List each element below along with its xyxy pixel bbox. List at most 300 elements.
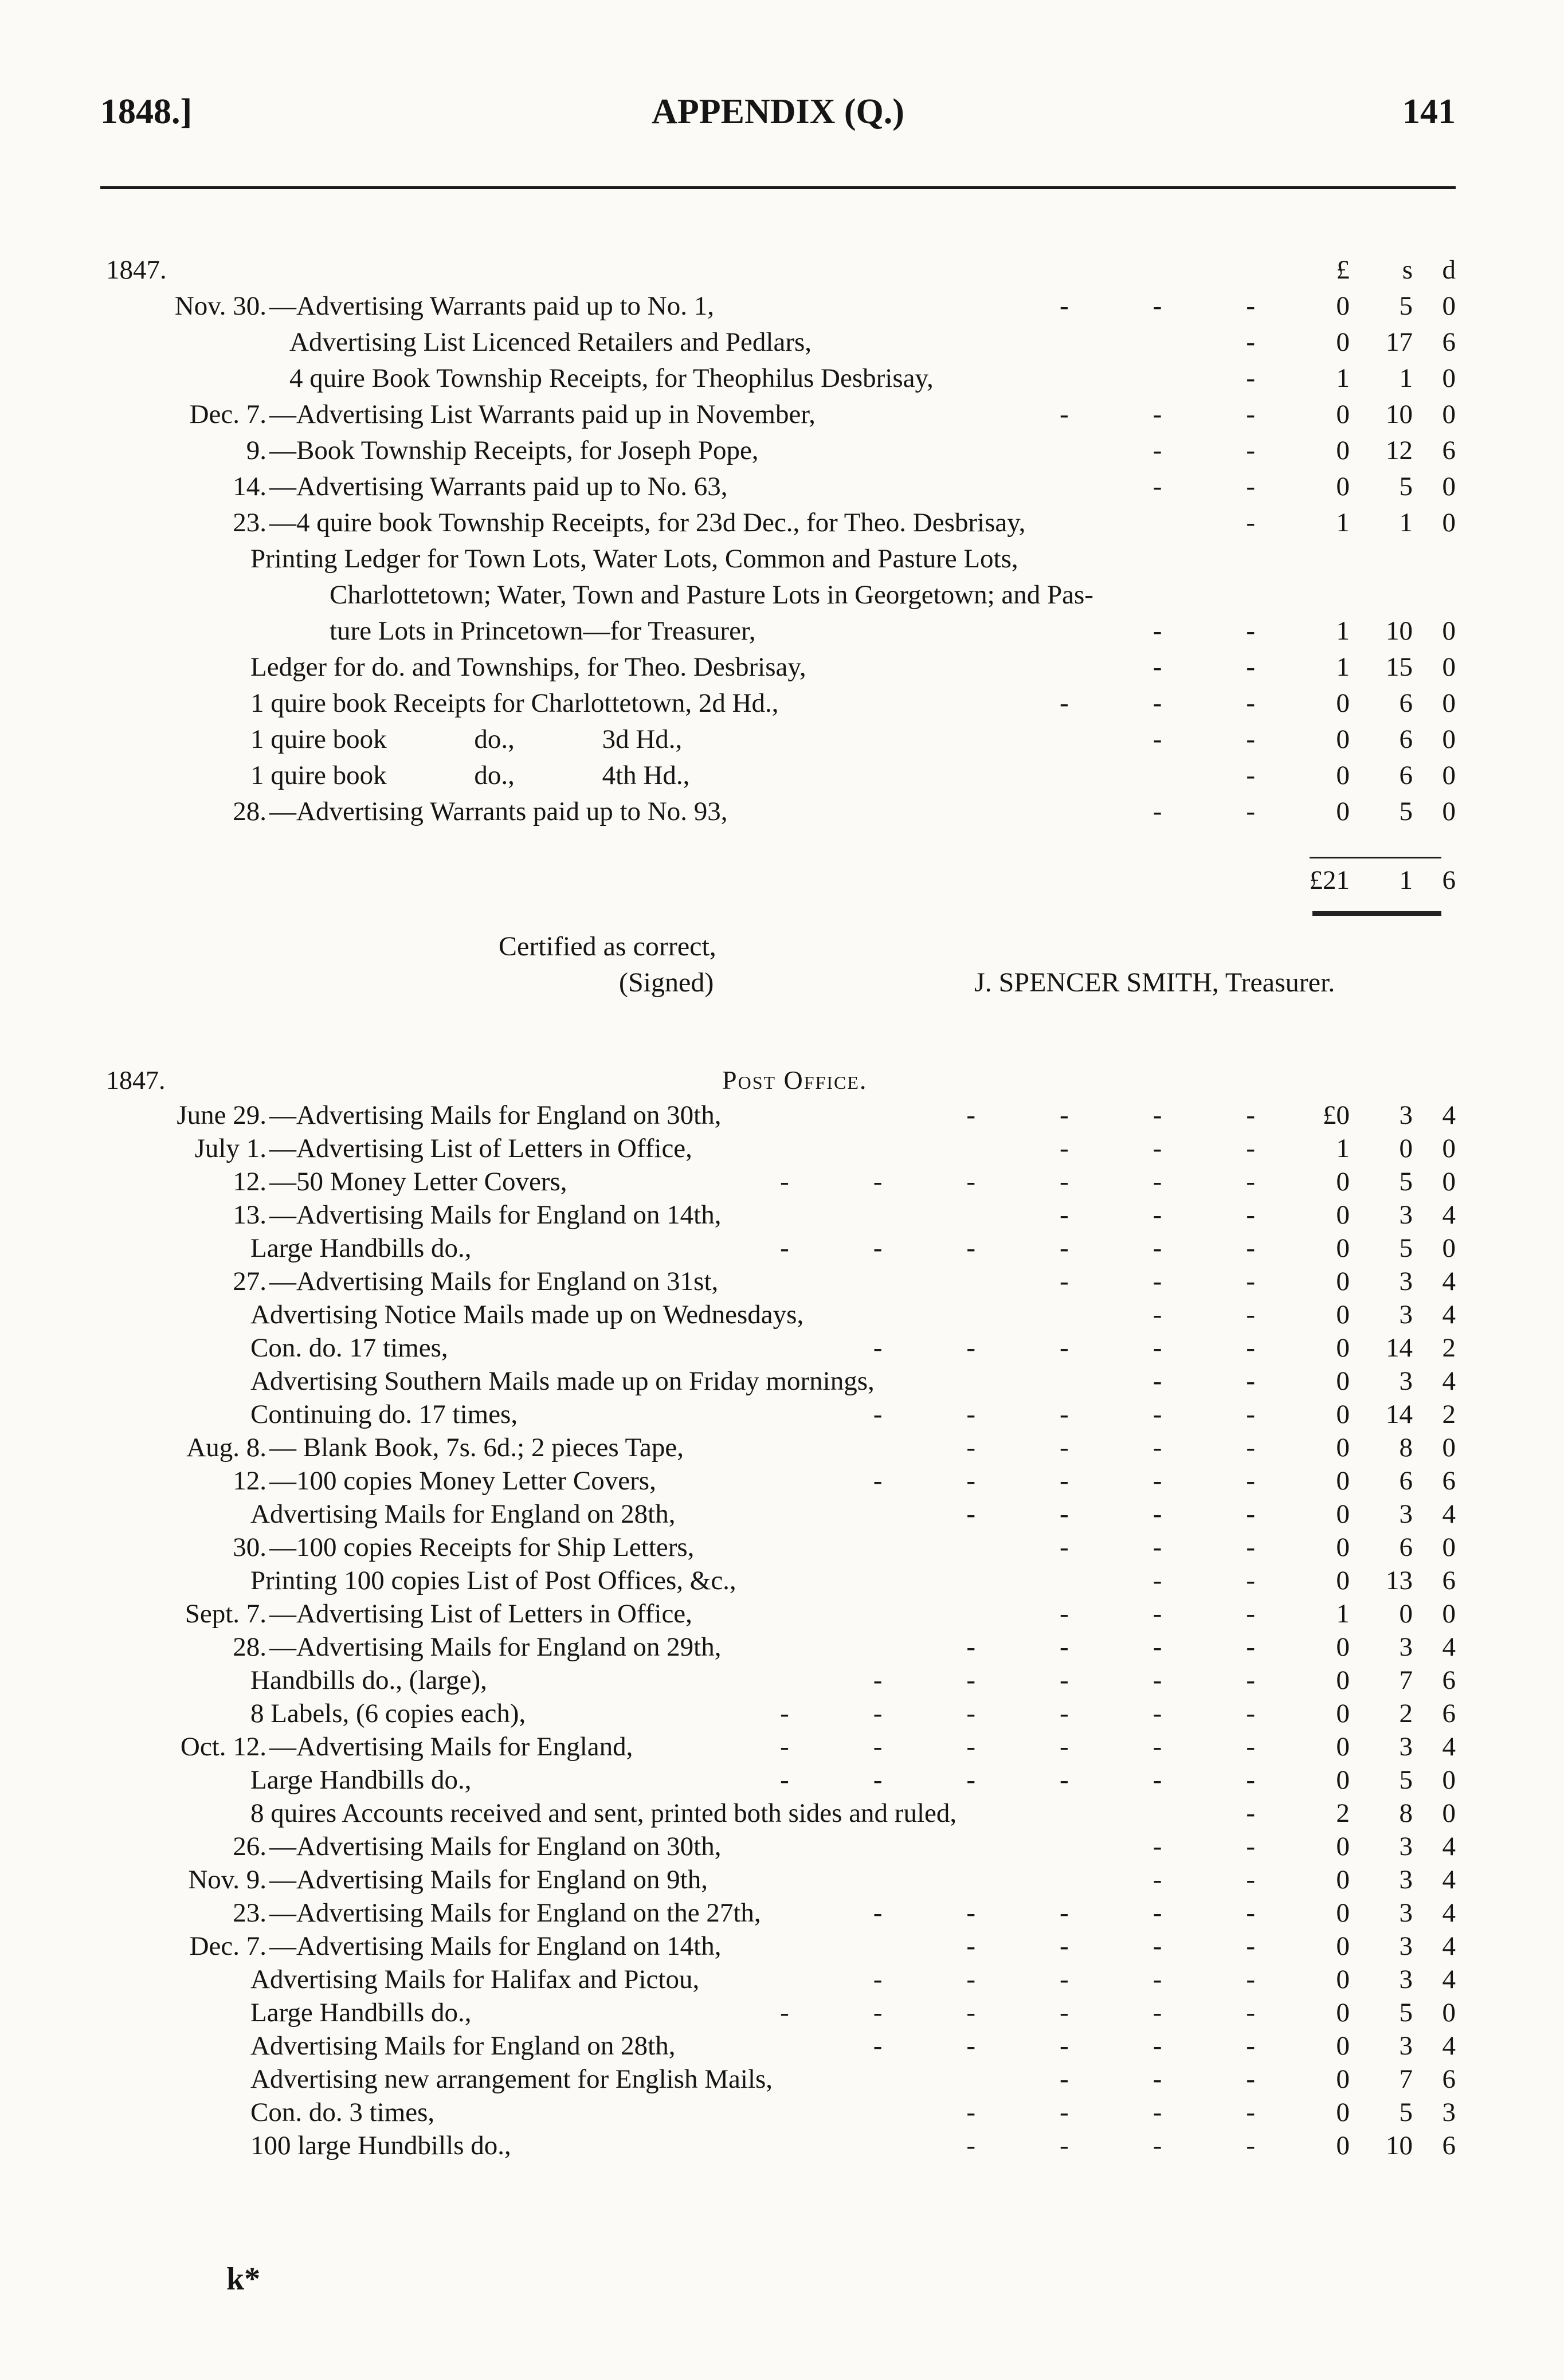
amount-pounds: 1 [1336,652,1350,682]
amount-pence: 0 [1442,291,1456,321]
amount-pounds: 0 [1336,1732,1350,1762]
shillings-head: s [1402,255,1413,285]
amount-shillings: 13 [1386,1566,1413,1595]
entry-date: Aug. 8. [186,1433,266,1462]
amount-pounds: 0 [1336,688,1350,718]
section2-heading-row [100,1061,1461,1099]
entry-description: Advertising new arrangement for English Mails, [250,2064,773,2094]
ledger-row [100,1464,1461,1497]
entry-description: —Advertising Mails for England on the 27th, [269,1898,761,1928]
entry-description: —Advertising Mails for England on 9th, [269,1865,708,1895]
amount-pence: 2 [1442,1399,1456,1429]
amount-pounds: 0 [1336,1832,1350,1861]
amount-pence: 0 [1442,1998,1456,2028]
ledger-row [100,1830,1461,1863]
leader-dashes: - - - - - [873,1665,1267,1695]
leader-dashes: - - - - [966,2097,1267,2127]
amount-shillings: 6 [1399,760,1413,790]
ledger-row [100,1630,1461,1664]
entry-description: Advertising Southern Mails made up on Friday mornings, [250,1366,875,1396]
amount-pounds: 0 [1336,724,1350,754]
amount-pence: 4 [1442,1865,1456,1895]
amount-shillings: 14 [1386,1399,1413,1429]
amount-pounds: 1 [1336,616,1350,646]
entry-date: 14. [233,472,266,501]
amount-pence: 0 [1442,1134,1456,1163]
amount-shillings: 14 [1386,1333,1413,1363]
leader-dashes: - - - - - - [780,1233,1267,1263]
entry-description: Advertising Mails for England on 28th, [250,1499,676,1529]
ledger-row [100,1797,1461,1830]
leader-dashes: - - - - [966,1632,1267,1662]
leader-dashes: - - - - - - [780,1765,1267,1795]
entry-description: Large Handbills do., [250,1765,472,1795]
amount-pounds: 0 [1336,399,1350,429]
ledger-row [100,1930,1461,1963]
amount-pence: 4 [1442,1931,1456,1961]
section1-entries [100,288,1461,830]
amount-pence: 6 [1442,1665,1456,1695]
ledger-row [100,433,1461,469]
ledger-row [100,1331,1461,1365]
ledger-row [100,1564,1461,1597]
amount-pounds: 0 [1336,1433,1350,1462]
amount-shillings: 7 [1399,2064,1413,2094]
amount-pounds: 0 [1336,1865,1350,1895]
leader-dashes: - - - - - [873,1399,1267,1429]
amount-pence: 0 [1442,1599,1456,1629]
ledger-row [100,1763,1461,1797]
certification-line: Certified as correct, [499,931,716,962]
entry-description: Printing 100 copies List of Post Offices, &c., [250,1566,736,1595]
amount-shillings: 3 [1399,1732,1413,1762]
amount-shillings: 15 [1386,652,1413,682]
amount-pounds: 0 [1336,1499,1350,1529]
leader-dashes: - - [1153,724,1267,754]
amount-shillings: 1 [1399,363,1413,393]
leader-dashes: - - [1153,1865,1267,1895]
entry-date: 13. [233,1200,266,1230]
total-pounds: £21 [1309,865,1350,895]
amount-shillings: 5 [1399,1765,1413,1795]
entry-description: ture Lots in Princetown—for Treasurer, [330,616,756,646]
amount-pence: 0 [1442,1233,1456,1263]
entry-description: —Advertising Warrants paid up to No. 93, [269,797,728,826]
pence-head: d [1442,255,1456,285]
amount-pence: 4 [1442,1732,1456,1762]
ledger-row [100,541,1461,577]
leader-dashes: - - [1153,1832,1267,1861]
entry-date: 26. [233,1832,266,1861]
amount-shillings: 2 [1399,1699,1413,1728]
ledger-row [100,288,1461,324]
leader-dashes: - - [1153,797,1267,826]
leader-dashes: - [1246,327,1267,357]
entry-description: Ledger for do. and Townships, for Theo. Desbrisay, [250,652,806,682]
amount-pence: 2 [1442,1333,1456,1363]
signature-mark: k* [226,2261,261,2297]
ledger-row [100,1099,1461,1132]
amount-pence: 0 [1442,472,1456,501]
ledger-row [100,649,1461,685]
entry-date: 9. [246,436,266,465]
amount-shillings: 6 [1399,688,1413,718]
section1-heading-row [100,252,1461,288]
amount-shillings: 7 [1399,1665,1413,1695]
amount-pounds: 0 [1336,1466,1350,1496]
ledger-row [100,397,1461,433]
entry-description: — Blank Book, 7s. 6d.; 2 pieces Tape, [269,1433,684,1462]
leader-dashes: - - - - - [873,1466,1267,1496]
ledger-row [100,1232,1461,1265]
entry-description: —Advertising Mails for England on 31st, [269,1267,719,1296]
leader-dashes: - - [1153,1366,1267,1396]
ledger-row [100,613,1461,649]
amount-pence: 0 [1442,1765,1456,1795]
ledger-row [100,1398,1461,1431]
entry-date: Nov. 9. [188,1865,266,1895]
amount-pounds: 0 [1336,436,1350,465]
ledger-row [100,2129,1461,2162]
amount-shillings: 6 [1399,724,1413,754]
running-head-title: APPENDIX (Q.) [652,92,904,131]
entry-description: 8 quires Accounts received and sent, printed both sides and ruled, [250,1798,957,1828]
ledger-row [100,1265,1461,1298]
leader-dashes: - - - - - [873,2031,1267,2061]
amount-pounds: 0 [1336,2064,1350,2094]
entry-date: 23. [233,1898,266,1928]
entry-description: —100 copies Receipts for Ship Letters, [269,1532,695,1562]
entry-description: —4 quire book Township Receipts, for 23d Dec., for Theo. Desbrisay, [269,508,1026,538]
ledger-row [100,685,1461,722]
leader-dashes: - [1246,1798,1267,1828]
amount-pounds: 0 [1336,327,1350,357]
amount-pounds: 0 [1336,1366,1350,1396]
leader-dashes: - - - - - - [780,1998,1267,2028]
amount-pence: 4 [1442,1832,1456,1861]
entry-description: 1 quire book Receipts for Charlottetown, 2d Hd., [250,688,779,718]
entry-date: 23. [233,508,266,538]
section2-year: 1847. [106,1065,166,1095]
amount-shillings: 1 [1399,508,1413,538]
amount-pounds: 1 [1336,1134,1350,1163]
entry-description: Advertising Notice Mails made up on Wednesdays, [250,1300,804,1330]
leader-dashes: - - - - [966,2131,1267,2161]
entry-description: 1 quire book do., 3d Hd., [250,724,683,754]
leader-dashes: - - - - - [873,1898,1267,1928]
leader-dashes: - - - - [966,1931,1267,1961]
leader-dashes: - - - [1060,399,1267,429]
total-pence: 6 [1442,865,1456,895]
amount-shillings: 3 [1399,1200,1413,1230]
leader-dashes: - - [1153,472,1267,501]
entry-description: —Advertising List of Letters in Office, [269,1134,692,1163]
ledger-row [100,360,1461,397]
amount-pounds: 0 [1336,1233,1350,1263]
leader-dashes: - [1246,363,1267,393]
amount-shillings: 3 [1399,1632,1413,1662]
amount-pounds: 0 [1336,1566,1350,1595]
entry-description: —Advertising List of Letters in Office, [269,1599,692,1629]
entry-description: —Advertising Warrants paid up to No. 1, [269,291,714,321]
amount-pounds: 0 [1336,1200,1350,1230]
amount-shillings: 3 [1399,1898,1413,1928]
ledger-row [100,1963,1461,1996]
amount-pence: 6 [1442,1566,1456,1595]
amount-pence: 0 [1442,1433,1456,1462]
amount-shillings: 3 [1399,1100,1413,1130]
section2-entries [100,1099,1461,2162]
leader-dashes: - - - [1060,2064,1267,2094]
entry-description: 8 Labels, (6 copies each), [250,1699,526,1728]
ledger-row [100,1531,1461,1564]
ledger-row [100,722,1461,758]
amount-pounds: 0 [1336,1300,1350,1330]
amount-shillings: 12 [1386,436,1413,465]
ledger-row [100,324,1461,360]
entry-description: —Advertising Mails for England on 14th, [269,1200,722,1230]
entry-description: —50 Money Letter Covers, [269,1167,567,1197]
entry-date: 12. [233,1167,266,1197]
ledger-row [100,1132,1461,1165]
ledger-row [100,1431,1461,1464]
amount-shillings: 17 [1386,327,1413,357]
entry-description: Con. do. 17 times, [250,1333,448,1363]
amount-pence: 0 [1442,1167,1456,1197]
ledger-row [100,1597,1461,1630]
total-double-rule [1312,911,1441,916]
amount-shillings: 0 [1399,1599,1413,1629]
ledger-row [100,1730,1461,1763]
amount-pounds: 0 [1336,1699,1350,1728]
amount-pence: 6 [1442,436,1456,465]
entry-description: —100 copies Money Letter Covers, [269,1466,656,1496]
amount-pounds: 0 [1336,1399,1350,1429]
entry-date: Sept. 7. [185,1599,266,1629]
amount-pence: 0 [1442,797,1456,826]
leader-dashes: - - [1153,652,1267,682]
amount-shillings: 5 [1399,2097,1413,2127]
amount-shillings: 5 [1399,472,1413,501]
ledger-row [100,1863,1461,1896]
leader-dashes: - - [1153,1566,1267,1595]
entry-date: July 1. [194,1134,266,1163]
section1-total-row [100,862,1461,899]
ledger-row [100,1497,1461,1531]
leader-dashes: - - - - - - [780,1699,1267,1728]
amount-shillings: 3 [1399,1832,1413,1861]
amount-pence: 0 [1442,508,1456,538]
amount-pence: 0 [1442,724,1456,754]
entry-date: Dec. 7. [189,1931,266,1961]
leader-dashes: - - [1153,616,1267,646]
entry-description: Advertising List Licenced Retailers and Pedlars, [289,327,812,357]
amount-pounds: 1 [1336,1599,1350,1629]
amount-pounds: 0 [1336,760,1350,790]
ledger-row [100,1996,1461,2029]
amount-pence: 0 [1442,363,1456,393]
leader-dashes: - - - [1060,1134,1267,1163]
leader-dashes: - - - - - [873,1333,1267,1363]
signed-label: (Signed) [619,967,714,998]
amount-shillings: 6 [1399,1532,1413,1562]
amount-pence: 3 [1442,2097,1456,2127]
ledger-row [100,1365,1461,1398]
amount-pence: 0 [1442,760,1456,790]
leader-dashes: - - - [1060,1200,1267,1230]
amount-pounds: 0 [1336,1931,1350,1961]
amount-shillings: 8 [1399,1798,1413,1828]
entry-description: Handbills do., (large), [250,1665,487,1695]
amount-pounds: 0 [1336,2031,1350,2061]
amount-pence: 6 [1442,2064,1456,2094]
amount-pounds: 0 [1336,1632,1350,1662]
entry-date: Nov. 30. [174,291,266,321]
amount-shillings: 3 [1399,1267,1413,1296]
entry-description: —Advertising Mails for England on 14th, [269,1931,722,1961]
amount-pence: 6 [1442,2131,1456,2161]
amount-shillings: 8 [1399,1433,1413,1462]
amount-pence: 4 [1442,2031,1456,2061]
ledger-row [100,794,1461,830]
amount-pounds: 0 [1336,2131,1350,2161]
amount-shillings: 3 [1399,1965,1413,1994]
leader-dashes: - - - - [966,1499,1267,1529]
ledger-row [100,2029,1461,2063]
amount-pence: 4 [1442,1632,1456,1662]
amount-pence: 4 [1442,1499,1456,1529]
entry-description: —Book Township Receipts, for Joseph Pope, [269,436,759,465]
leader-dashes: - - - [1060,1599,1267,1629]
entry-description: —Advertising Mails for England on 30th, [269,1100,722,1130]
amount-pence: 0 [1442,1798,1456,1828]
entry-description: Printing Ledger for Town Lots, Water Lots, Common and Pasture Lots, [250,544,1018,574]
amount-pence: 4 [1442,1267,1456,1296]
leader-dashes: - - [1153,1300,1267,1330]
treasurer-signature: J. SPENCER SMITH, Treasurer. [974,967,1335,998]
total-shillings: 1 [1399,865,1413,895]
entry-description: 100 large Hundbills do., [250,2131,511,2161]
amount-shillings: 5 [1399,797,1413,826]
header-rule [100,186,1456,189]
page-number: 141 [1402,92,1456,131]
ledger-row [100,469,1461,505]
leader-dashes: - - - - - [873,1965,1267,1994]
amount-pounds: £0 [1323,1100,1350,1130]
amount-pounds: 0 [1336,1965,1350,1994]
amount-pence: 0 [1442,616,1456,646]
amount-shillings: 5 [1399,291,1413,321]
entry-date: 28. [233,1632,266,1662]
amount-shillings: 10 [1386,2131,1413,2161]
entry-date: 27. [233,1267,266,1296]
amount-pence: 6 [1442,1466,1456,1496]
amount-pounds: 2 [1336,1798,1350,1828]
amount-shillings: 3 [1399,1366,1413,1396]
leader-dashes: - - - [1060,1532,1267,1562]
entry-description: 4 quire Book Township Receipts, for Theophilus Desbrisay, [289,363,934,393]
amount-pounds: 0 [1336,472,1350,501]
amount-shillings: 3 [1399,1499,1413,1529]
leader-dashes: - - - - - - [780,1167,1267,1197]
entry-date: Dec. 7. [189,399,266,429]
ledger-row [100,1165,1461,1198]
leader-dashes: - - [1153,436,1267,465]
treasurer-account-section [100,252,1461,830]
section1-year: 1847. [106,255,167,285]
amount-pence: 4 [1442,1366,1456,1396]
pounds-head: £ [1336,255,1350,285]
amount-pence: 0 [1442,1532,1456,1562]
entry-date: 28. [233,797,266,826]
amount-shillings: 10 [1386,616,1413,646]
amount-pounds: 0 [1336,2097,1350,2127]
amount-pounds: 0 [1336,1267,1350,1296]
ledger-row [100,2096,1461,2129]
entry-date: 30. [233,1532,266,1562]
entry-description: Large Handbills do., [250,1998,472,2028]
amount-pence: 0 [1442,688,1456,718]
amount-shillings: 5 [1399,1998,1413,2028]
amount-shillings: 3 [1399,2031,1413,2061]
entry-description: —Advertising Mails for England on 29th, [269,1632,722,1662]
amount-shillings: 10 [1386,399,1413,429]
entry-description: —Advertising Mails for England on 30th, [269,1832,722,1861]
running-head [100,92,1456,143]
entry-description: —Advertising List Warrants paid up in November, [269,399,816,429]
leader-dashes: - [1246,508,1267,538]
amount-shillings: 0 [1399,1134,1413,1163]
entry-description: 1 quire book do., 4th Hd., [250,760,690,790]
amount-pounds: 1 [1336,363,1350,393]
amount-pence: 4 [1442,1200,1456,1230]
amount-pounds: 0 [1336,1898,1350,1928]
amount-shillings: 5 [1399,1233,1413,1263]
amount-shillings: 5 [1399,1167,1413,1197]
amount-pounds: 0 [1336,797,1350,826]
amount-pence: 6 [1442,327,1456,357]
entry-date: June 29. [177,1100,266,1130]
amount-pence: 0 [1442,399,1456,429]
leader-dashes: - - - - [966,1433,1267,1462]
amount-pence: 4 [1442,1898,1456,1928]
amount-pounds: 0 [1336,1167,1350,1197]
leader-dashes: - [1246,760,1267,790]
amount-pounds: 0 [1336,1998,1350,2028]
amount-shillings: 3 [1399,1865,1413,1895]
amount-shillings: 3 [1399,1931,1413,1961]
entry-description: Advertising Mails for Halifax and Pictou, [250,1965,700,1994]
leader-dashes: - - - - [966,1100,1267,1130]
entry-description: Advertising Mails for England on 28th, [250,2031,676,2061]
leader-dashes: - - - [1060,688,1267,718]
running-head-year: 1848.] [100,92,193,131]
amount-pence: 4 [1442,1965,1456,1994]
ledger-row [100,577,1461,613]
ledger-row [100,1697,1461,1730]
ledger-row [100,2063,1461,2096]
entry-description: —Advertising Warrants paid up to No. 63, [269,472,728,501]
amount-shillings: 3 [1399,1300,1413,1330]
ledger-row [100,1896,1461,1930]
amount-pounds: 0 [1336,291,1350,321]
section2-title: Post Office. [722,1065,868,1095]
amount-pence: 0 [1442,652,1456,682]
entry-description: Con. do. 3 times, [250,2097,435,2127]
amount-pounds: 0 [1336,1765,1350,1795]
amount-pounds: 1 [1336,508,1350,538]
amount-pounds: 0 [1336,1665,1350,1695]
